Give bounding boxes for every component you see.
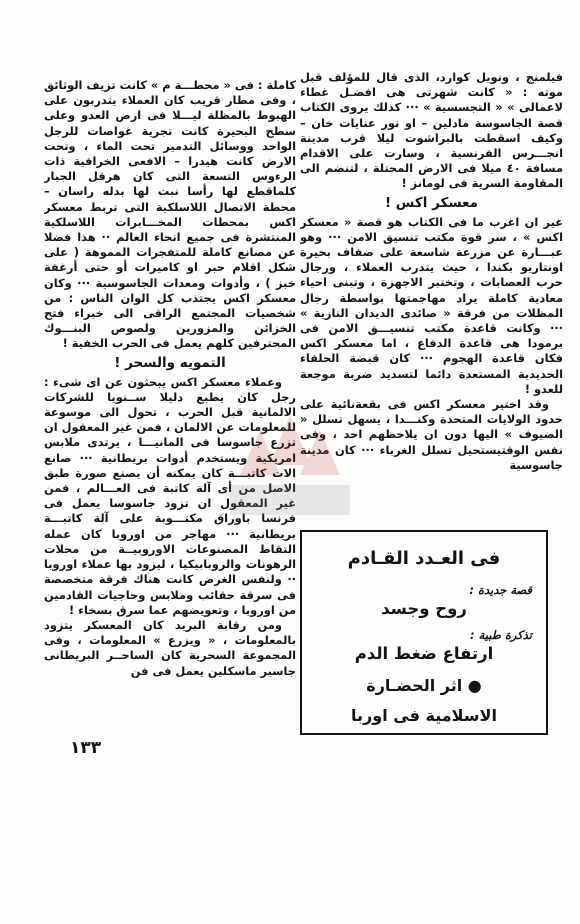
article-paragraph: غير ان اغرب ما فى الكتاب هو قصة « معسكر اكس » ، سر قوة مكتب تنسيق الامن ··· وهو عبـــارة عن مزرعة شاسعة على ضفاف بحيرة اونتاريو بكندا ، حيث يتدرب العملاء ، ورجال حرب العصابات ، وتختبر الاجهزة ، وتبنى احياء معادية كاملة يراد مهاجمتها بواسطة رجال المظلات من فرقة « صائدى الديدان النازية » ··· وكانت قاعدة مكتب تنسيـــق الامن فى برمودا هى قاعدة الدفاع ، اما معسكر اكس فكان قاعدة الهجوم ··· كان قبضة الحلفاء الحديدية المستعدة دائما لتسديد ضربة موجعة للعدو ! (300, 214, 563, 396)
article-paragraph: وقد اختير معسكر اكس فى بقعةنائية على حدود الولايات المتحدة وكنـــدا ، يسهل تسلل « الضيوف » اليها دون ان يلاحظهم احد ، وفى نفس الوقتيستحيل تسلل الغرباء ··· كان مدينة جاسوسية (300, 397, 563, 472)
article-column-left (44, 78, 296, 753)
page-number: ١٣٣ (70, 738, 102, 758)
next-issue-label: قصة جديدة : (469, 583, 532, 597)
next-issue-item: ارتفاع ضغط الدم (354, 644, 494, 663)
next-issue-box (300, 530, 548, 735)
article-column-right (300, 70, 563, 540)
section-heading: التمويه والسحر ! (114, 354, 226, 371)
section-heading: معسكر اكس ! (384, 194, 479, 211)
article-paragraph: فيلمنج ، ونويل كوارد، الذى قال للمؤلف قبل موته : « كانت شهرتى هى افضـل غطاء لاعمالى » « التجسسية » ··· كذلك يروى الكتاب قصة الجاسوسة مادلين – او نور عنايات خان – وكيف اسقطت بالبراشوت ليلا قرب مدينة انجـــرس الفرنسية ، وسارت على الاقدام مسافة ٤٠ ميلا فى الارض المحتلة ، لتنضم الى المقاومة السرية فى لومانز ! (300, 70, 563, 191)
next-issue-item: ● اثر الحضـارة (366, 676, 482, 695)
next-issue-item: الاسلامية فى اوربا (351, 706, 497, 725)
article-paragraph: وعملاء معسكر اكس يبحثون عن اى شىء : رجل كان يطبع دليلا ســنويا للشركات الالمانية قبل الحرب ، تحول الى موسوعة للمعلومات عن الالمان ، فمن غير المعقول ان تزرع جاسوسا فى المانيـــا ، يرتدى ملابس امريكية ويستخدم أدوات بريطانية ··· صانع الات كاتبـــة كان يمكنه أن يصنع صورة طبق الاصل من أى آلة كاتبة فى العـــالم ، فمن غير المعقول ان تزود جاسوسا يعمل فى فرنسا باوراق مكتـــوبة على آلة كاتبـــة بريطانية ··· مهاجر من اوروبا كان عمله التقاط المصنوعات الاوروبيــة من محلات الرهونات والروبابيكيا ، ليزود بها عملاء اوروبا ·· ولنفس الغرض كانت هناك فرقة متخصصة فى سرقة حقائب وملابس وحاجيات القادمين من اوروبا ، وتعويضهم عما سرق بسخاء ! (44, 374, 296, 617)
next-issue-label: تذكرة طبية : (470, 628, 532, 642)
article-paragraph: ومن رقابة البريد كان المعسكر يتزود بالمعلومات ، « ويزرع » المعلومات ، وفى المجموعة السحرية كان الساحــر البريطانى جاسبر ماسكلين يعمل فى فن (44, 617, 296, 678)
next-issue-title: فى العـدد القـادم (347, 548, 501, 569)
article-paragraph: كاملة : فى « محطـــة م » كانت تزيف الوثائق ، وفى مطار قريب كان العملاء يتدربون على الهبوط بالمظلة ليـــلا فى ارض العدو وعلى سطح البحيرة كانت تجرية غواصات للرجل الواحد ووسائل التدمير تحت الماء ، وتحت الارض كانت هيدرا – الافعى الخرافية ذات الرءوس التسعة التى كان هرقل الجبار كلماقطع لها رأسا نبت لها بدله راسان – محطة الاتصال اللاسلكية التى تربط معسكر اكس بمحطات المخـــابرات اللاسلكية المنتشرة فى جميع انحاء العالم ·· هذا فضلا عن مصانع كاملة للمتفجرات المموهة ( على شكل اقلام حبر او كاميرات أو حتى أرغفة خبز ) ، وأدوات ومعدات الجاسوسية ··· وكان معسكر اكس يجتذب كل الوان الناس : من شخصيات المجتمع الراقى الى خبراء فتح الخزائن والمزورين ولصوص البنـــوك المحترفين كلهم يعمل فى الحرب الخفية ! (44, 78, 296, 351)
next-issue-item: روح وجسد (381, 599, 467, 618)
